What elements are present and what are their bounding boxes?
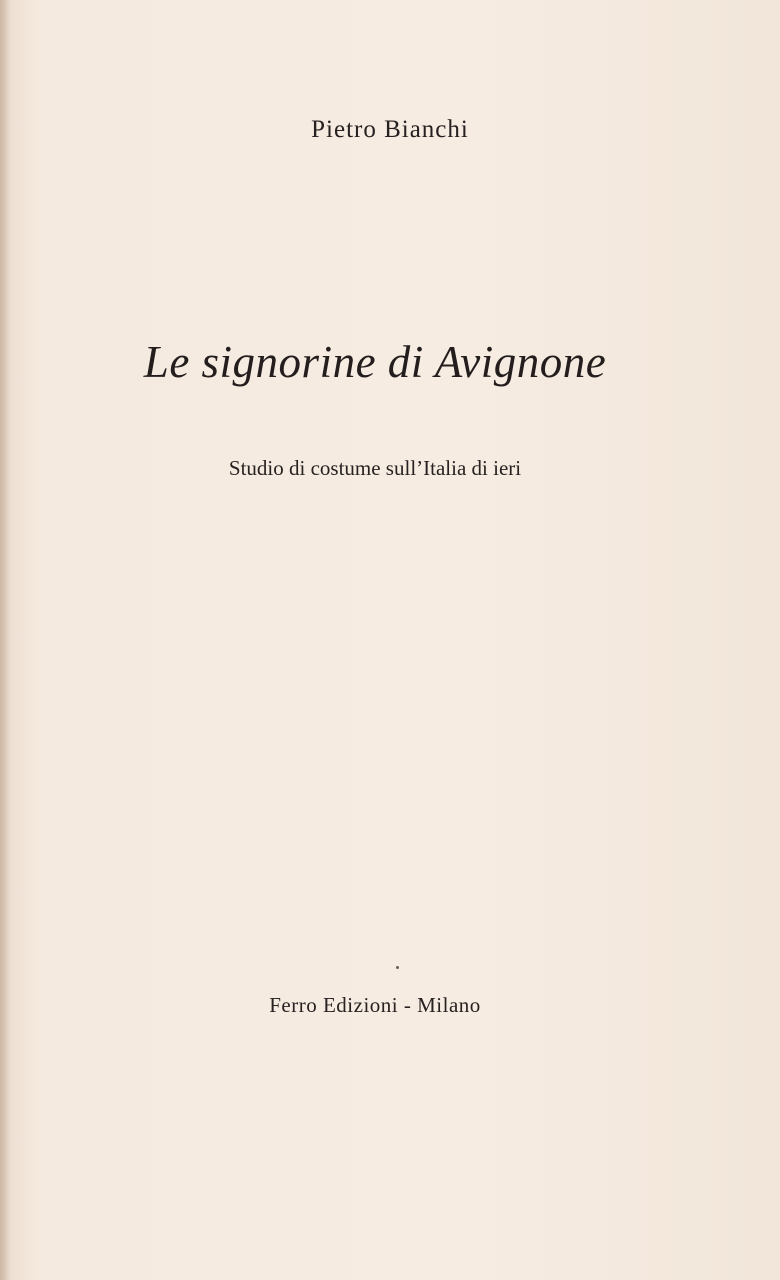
ink-speck (396, 966, 399, 969)
spine-shadow (0, 0, 10, 1280)
book-title: Le signorine di Avignone (143, 337, 607, 387)
book-subtitle: Studio di costume sull’Italia di ieri (228, 456, 522, 480)
author-name: Pietro Bianchi (311, 116, 469, 143)
publisher-line: Ferro Edizioni - Milano (269, 993, 481, 1017)
